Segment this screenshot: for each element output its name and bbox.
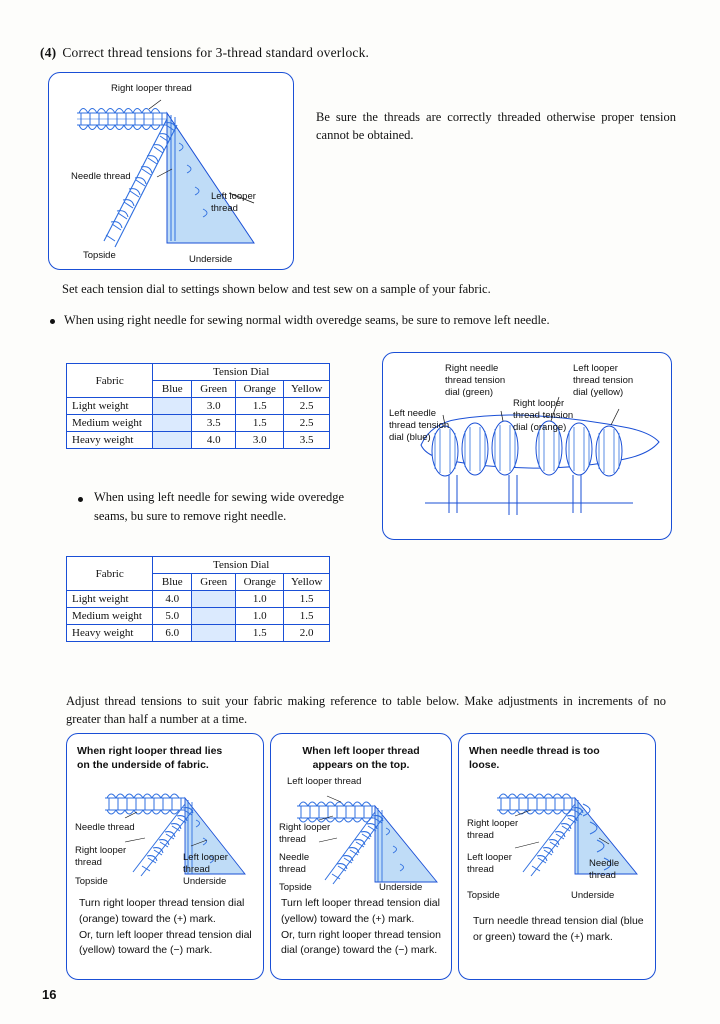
bullet-left-needle: When using left needle for sewing wide overedge seams, bu sure to remove right needle. (94, 490, 344, 523)
intro-paragraph: Be sure the threads are correctly threaded otherwise proper tension cannot be obtained. (316, 110, 676, 143)
cell-fabric: Heavy weight (67, 432, 153, 449)
section-number: (4) (40, 45, 57, 60)
cell-green: 3.5 (192, 415, 236, 432)
cell-yellow: 1.5 (284, 608, 330, 625)
panel-needle-thread-loose (458, 733, 656, 980)
cell-fabric: Light weight (67, 398, 153, 415)
section-heading (40, 45, 369, 61)
label-left-looper-dial: Left looper thread tension dial (yellow) (573, 363, 634, 398)
label-right-needle-dial: Right needle thread tension dial (green) (445, 363, 506, 398)
table-row (67, 591, 330, 608)
cell-fabric: Light weight (67, 591, 153, 608)
th-tension-dial: Tension Dial (153, 557, 330, 574)
panel2-label-right-looper: Right looper thread (279, 822, 331, 845)
label-underside: Underside (189, 254, 233, 265)
table-right-needle (66, 363, 330, 449)
panel1-label-left-looper: Left looper thread (183, 852, 228, 875)
panel1-label-underside: Underside (183, 876, 227, 887)
th-green: Green (192, 574, 236, 591)
cell-blue (153, 432, 192, 449)
table-row (67, 608, 330, 625)
set-dial-text: Set each tension dial to settings shown below and test sew on a sample of your fabric. (62, 282, 491, 296)
cell-blue: 6.0 (153, 625, 192, 642)
panel3-instruction: Turn needle thread tension dial (blue or green) toward the (+) mark. (473, 915, 644, 943)
cell-fabric: Medium weight (67, 608, 153, 625)
cell-orange: 1.5 (236, 625, 284, 642)
panel-title: When left looper thread appears on the top. (302, 745, 420, 772)
page-number: 16 (42, 987, 57, 1002)
cell-green (192, 591, 236, 608)
panel3-label-topside: Topside (467, 890, 500, 901)
panel2-instruction: Turn left looper thread tension dial (yellow) toward the (+) mark. Or, turn right looper thread tension dial (orange) toward the (−) mark. (281, 897, 441, 957)
cell-yellow: 1.5 (284, 591, 330, 608)
cell-yellow: 2.5 (284, 415, 330, 432)
cell-orange: 1.0 (236, 591, 284, 608)
cell-fabric: Heavy weight (67, 625, 153, 642)
bullet-right-needle: When using right needle for sewing normal width overedge seams, be sure to remove left needle. (64, 313, 550, 327)
cell-orange: 1.5 (236, 398, 284, 415)
panel3-label-underside: Underside (571, 890, 615, 901)
th-orange: Orange (236, 381, 284, 398)
label-topside: Topside (83, 250, 116, 261)
cell-green (192, 608, 236, 625)
cell-blue (153, 415, 192, 432)
panel3-label-needle-thread: Needle thread (589, 858, 620, 881)
bullet-marker-left-needle (78, 497, 83, 502)
cell-yellow: 3.5 (284, 432, 330, 449)
cell-yellow: 2.5 (284, 398, 330, 415)
cell-orange: 3.0 (236, 432, 284, 449)
panel3-label-left-looper: Left looper thread (467, 852, 512, 875)
th-fabric: Fabric (67, 364, 153, 398)
label-left-needle-dial: Left needle thread tension dial (blue) (389, 408, 450, 443)
section-title-text: Correct thread tensions for 3-thread standard overlock. (62, 45, 370, 60)
th-yellow: Yellow (284, 574, 330, 591)
th-blue: Blue (153, 574, 192, 591)
panel2-label-needle-thread: Needle thread (279, 852, 310, 875)
cell-blue: 4.0 (153, 591, 192, 608)
th-green: Green (192, 381, 236, 398)
cell-blue (153, 398, 192, 415)
panel-title: When right looper thread lies on the underside of fabric. (77, 745, 223, 772)
th-yellow: Yellow (284, 381, 330, 398)
cell-orange: 1.0 (236, 608, 284, 625)
cell-orange: 1.5 (236, 415, 284, 432)
adjust-paragraph: Adjust thread tensions to suit your fabric making reference to table below. Make adjustments in increments of no greater than half a number at a time. (66, 694, 666, 727)
th-blue: Blue (153, 381, 192, 398)
table-row (67, 398, 330, 415)
panel1-label-needle-thread: Needle thread (75, 822, 135, 833)
panel3-label-right-looper: Right looper thread (467, 818, 519, 841)
label-needle-thread: Needle thread (71, 171, 131, 182)
panel2-label-underside: Underside (379, 882, 423, 893)
cell-fabric: Medium weight (67, 415, 153, 432)
table-row (67, 625, 330, 642)
panel-title: When needle thread is too loose. (469, 745, 600, 772)
table-row (67, 432, 330, 449)
th-tension-dial: Tension Dial (153, 364, 330, 381)
cell-blue: 5.0 (153, 608, 192, 625)
label-right-looper-dial: Right looper thread tension dial (orange) (513, 398, 574, 433)
panel2-label-left-looper-top: Left looper thread (287, 776, 362, 787)
cell-green (192, 625, 236, 642)
panel1-label-right-looper: Right looper thread (75, 845, 127, 868)
panel-right-looper-underside (66, 733, 264, 980)
top-diagram-box (48, 72, 294, 270)
label-left-looper-thread: Left looper thread (211, 191, 256, 214)
tension-dial-diagram-box (382, 352, 672, 540)
table-left-needle (66, 556, 330, 642)
label-right-looper-thread: Right looper thread (111, 83, 192, 94)
panel2-label-topside: Topside (279, 882, 312, 893)
panel1-instruction: Turn right looper thread tension dial (orange) toward the (+) mark. Or, turn left looper thread tension dial (yellow) toward the (−) mark. (79, 897, 252, 957)
cell-green: 3.0 (192, 398, 236, 415)
cell-green: 4.0 (192, 432, 236, 449)
table-row (67, 415, 330, 432)
panel1-label-topside: Topside (75, 876, 108, 887)
cell-yellow: 2.0 (284, 625, 330, 642)
panel-left-looper-top (270, 733, 452, 980)
bullet-marker-right-needle (50, 319, 55, 324)
th-fabric: Fabric (67, 557, 153, 591)
th-orange: Orange (236, 574, 284, 591)
